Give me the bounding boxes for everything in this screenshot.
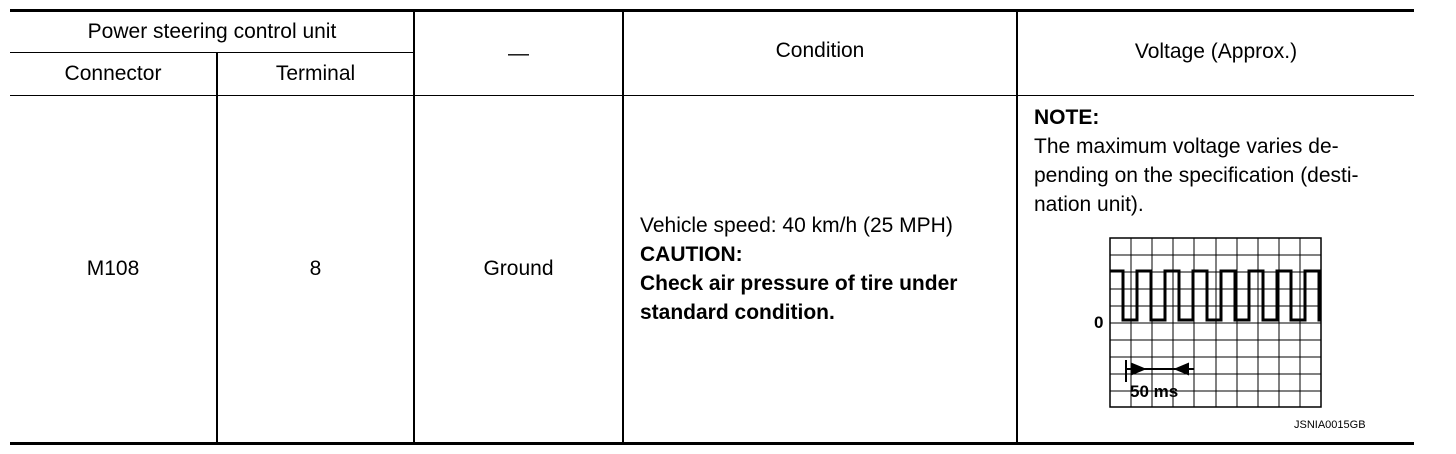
- header-group-label: Power steering control unit: [87, 20, 337, 43]
- time-scale-marker: [1126, 360, 1194, 382]
- cell-voltage-note: [1034, 103, 1414, 219]
- note-text-1: The maximum voltage varies de-: [1034, 135, 1339, 158]
- header-dash: —: [508, 41, 529, 65]
- header-terminal: Terminal: [275, 62, 356, 85]
- cell-terminal: 8: [309, 257, 322, 280]
- note-label: NOTE:: [1034, 106, 1100, 129]
- figure-code: JSNIA0015GB: [1294, 419, 1366, 431]
- cell-connector: M108: [86, 257, 140, 280]
- bottom-border: [10, 442, 1414, 445]
- header-connector: Connector: [64, 62, 162, 85]
- caution-text-2: standard condition.: [640, 301, 835, 324]
- caution-label: CAUTION:: [640, 243, 743, 266]
- note-text-3: nation unit).: [1034, 193, 1144, 216]
- header-voltage: Voltage (Approx.): [1134, 39, 1298, 63]
- waveform-figure: [1090, 236, 1410, 436]
- time-scale-label: 50 ms: [1130, 382, 1179, 401]
- cell-condition: [640, 211, 1010, 327]
- header-condition: Condition: [775, 38, 865, 62]
- condition-text: Vehicle speed: 40 km/h (25 MPH): [640, 214, 953, 237]
- cell-ground: Ground: [483, 257, 554, 280]
- caution-text-1: Check air pressure of tire under: [640, 272, 958, 295]
- zero-level-label: 0: [1094, 313, 1104, 332]
- note-text-2: pending on the specification (desti-: [1034, 164, 1359, 187]
